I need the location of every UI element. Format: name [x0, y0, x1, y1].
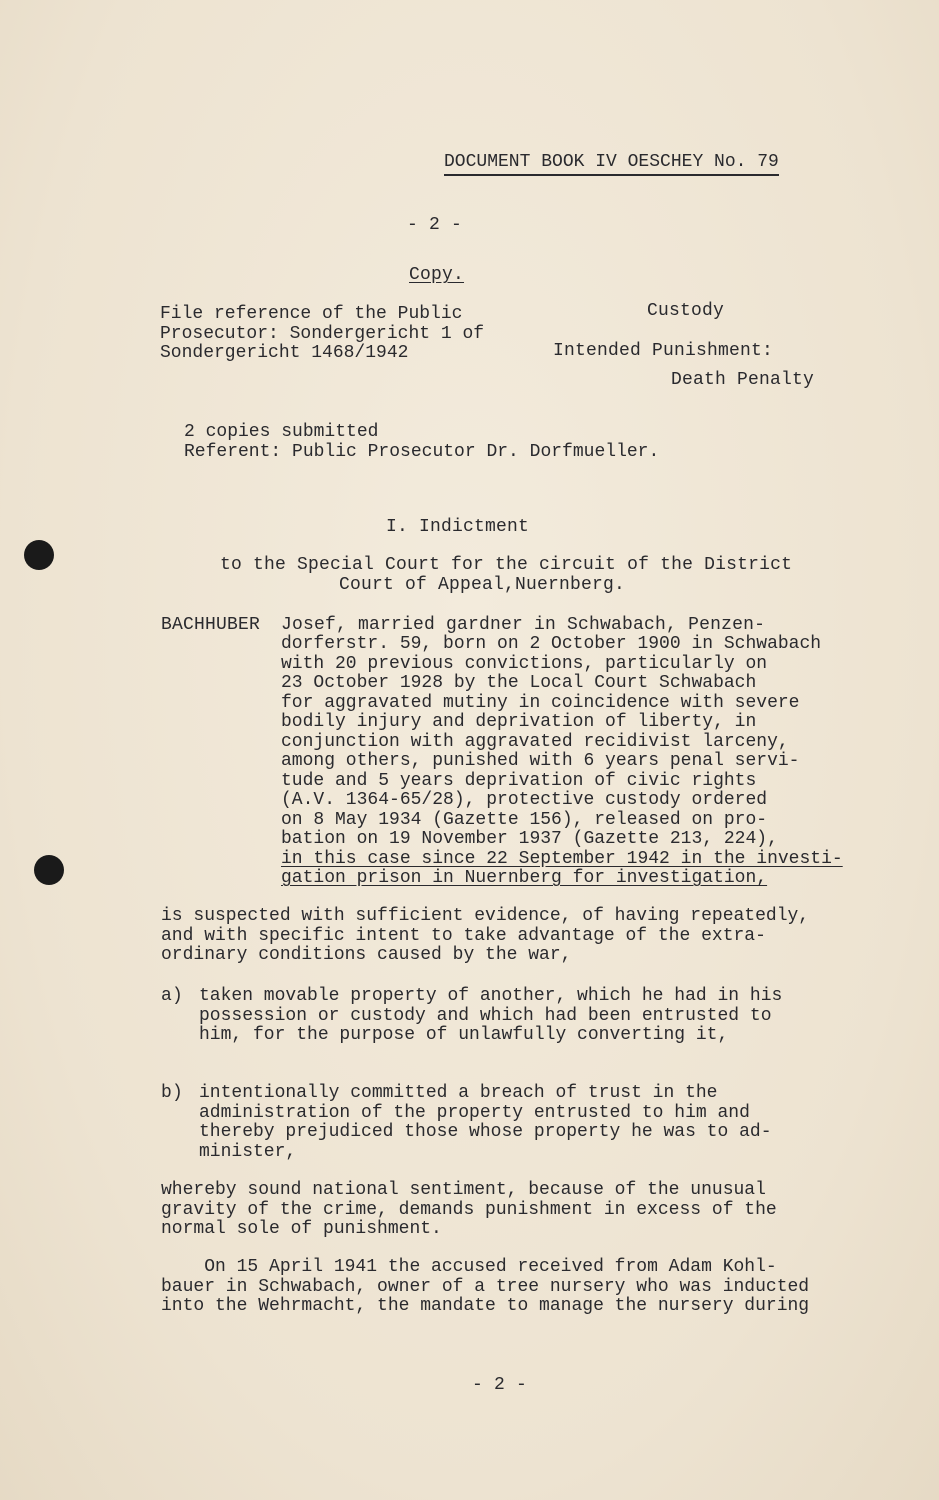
charge-line: him, for the purpose of unlawfully converting it,	[199, 1025, 729, 1045]
referent-line: Referent: Public Prosecutor Dr. Dorfmueller.	[184, 441, 660, 462]
record-line: 23 October 1928 by the Local Court Schwabach	[281, 673, 757, 693]
record-line: for aggravated mutiny in coincidence with severe	[281, 692, 800, 713]
paragraph-line: bauer in Schwabach, owner of a tree nursery who was inducted	[161, 1276, 810, 1297]
copies-submitted: 2 copies submitted	[184, 422, 379, 442]
indictment-title: I. Indictment	[386, 517, 530, 537]
custody-label: Custody	[647, 301, 725, 321]
charge-a-label: a)	[161, 986, 184, 1006]
facts-paragraph	[161, 1258, 809, 1317]
paragraph-line: ordinary conditions caused by the war,	[161, 945, 572, 965]
paragraph-line: gravity of the crime, demands punishment in excess of the	[161, 1199, 777, 1220]
record-line: conjunction with aggravated recidivist larceny,	[281, 731, 789, 752]
accused-first-line: Josef, married gardner in Schwabach, Penzen-	[281, 615, 766, 635]
charge-line: taken movable property of another, which he had in his	[199, 986, 783, 1006]
record-line: (A.V. 1364-65/28), protective custody ordered	[281, 790, 768, 810]
record-line: tude and 5 years deprivation of civic rights	[281, 770, 757, 791]
file-reference-line: File reference of the Public	[160, 304, 463, 324]
death-penalty: Death Penalty	[671, 370, 815, 390]
whereby-paragraph	[161, 1181, 777, 1240]
punch-hole-bottom	[34, 855, 64, 885]
record-line: bodily injury and deprivation of liberty, in	[281, 712, 757, 732]
charge-line: minister,	[199, 1141, 297, 1162]
file-reference	[160, 305, 484, 364]
paragraph-line: whereby sound national sentiment, because of the unusual	[161, 1180, 766, 1200]
charge-a	[199, 987, 782, 1046]
suspected-paragraph	[161, 907, 809, 966]
copy-label: Copy.	[409, 265, 465, 285]
accused-record	[281, 635, 843, 889]
charge-line: administration of the property entrusted to him and	[199, 1102, 750, 1123]
court-line-2: Court of Appeal,Nuernberg.	[339, 575, 626, 595]
submission-block	[184, 423, 659, 462]
court-line-1: to the Special Court for the circuit of the District	[220, 555, 793, 575]
intended-punishment-label: Intended Punishment:	[553, 341, 774, 361]
paragraph-line: and with specific intent to take advantage of the extra-	[161, 925, 766, 946]
file-reference-line: Prosecutor: Sondergericht 1 of	[160, 323, 485, 344]
charge-line: possession or custody and which had been entrusted to	[199, 1005, 772, 1026]
record-line: on 8 May 1934 (Gazette 156), released on pro-	[281, 809, 768, 830]
paragraph-line: On 15 April 1941 the accused received from Adam Kohl-	[161, 1257, 777, 1277]
record-line-underlined: in this case since 22 September 1942 in the investi-	[281, 848, 843, 869]
record-line: with 20 previous convictions, particularly on	[281, 653, 768, 674]
document-book-header: DOCUMENT BOOK IV OESCHEY No. 79	[444, 152, 779, 176]
charge-b	[199, 1084, 772, 1162]
record-line-underlined: gation prison in Nuernberg for investigation,	[281, 868, 768, 888]
record-line: among others, punished with 6 years penal servi-	[281, 751, 800, 771]
page-number-top: - 2 -	[407, 215, 463, 235]
record-line: dorferstr. 59, born on 2 October 1900 in Schwabach	[281, 634, 822, 654]
record-line: bation on 19 November 1937 (Gazette 213, 224),	[281, 829, 778, 849]
paragraph-line: into the Wehrmacht, the mandate to manage the nursery during	[161, 1296, 810, 1316]
file-reference-line: Sondergericht 1468/1942	[160, 343, 409, 363]
charge-line: intentionally committed a breach of trust in the	[199, 1083, 718, 1103]
accused-surname: BACHHUBER	[161, 615, 261, 635]
punch-hole-top	[24, 540, 54, 570]
page-number-bottom: - 2 -	[472, 1375, 528, 1395]
charge-b-label: b)	[161, 1083, 184, 1103]
paragraph-line: normal sole of punishment.	[161, 1219, 442, 1239]
charge-line: thereby prejudiced those whose property he was to ad-	[199, 1122, 772, 1142]
paragraph-line: is suspected with sufficient evidence, of having repeatedly,	[161, 906, 810, 926]
